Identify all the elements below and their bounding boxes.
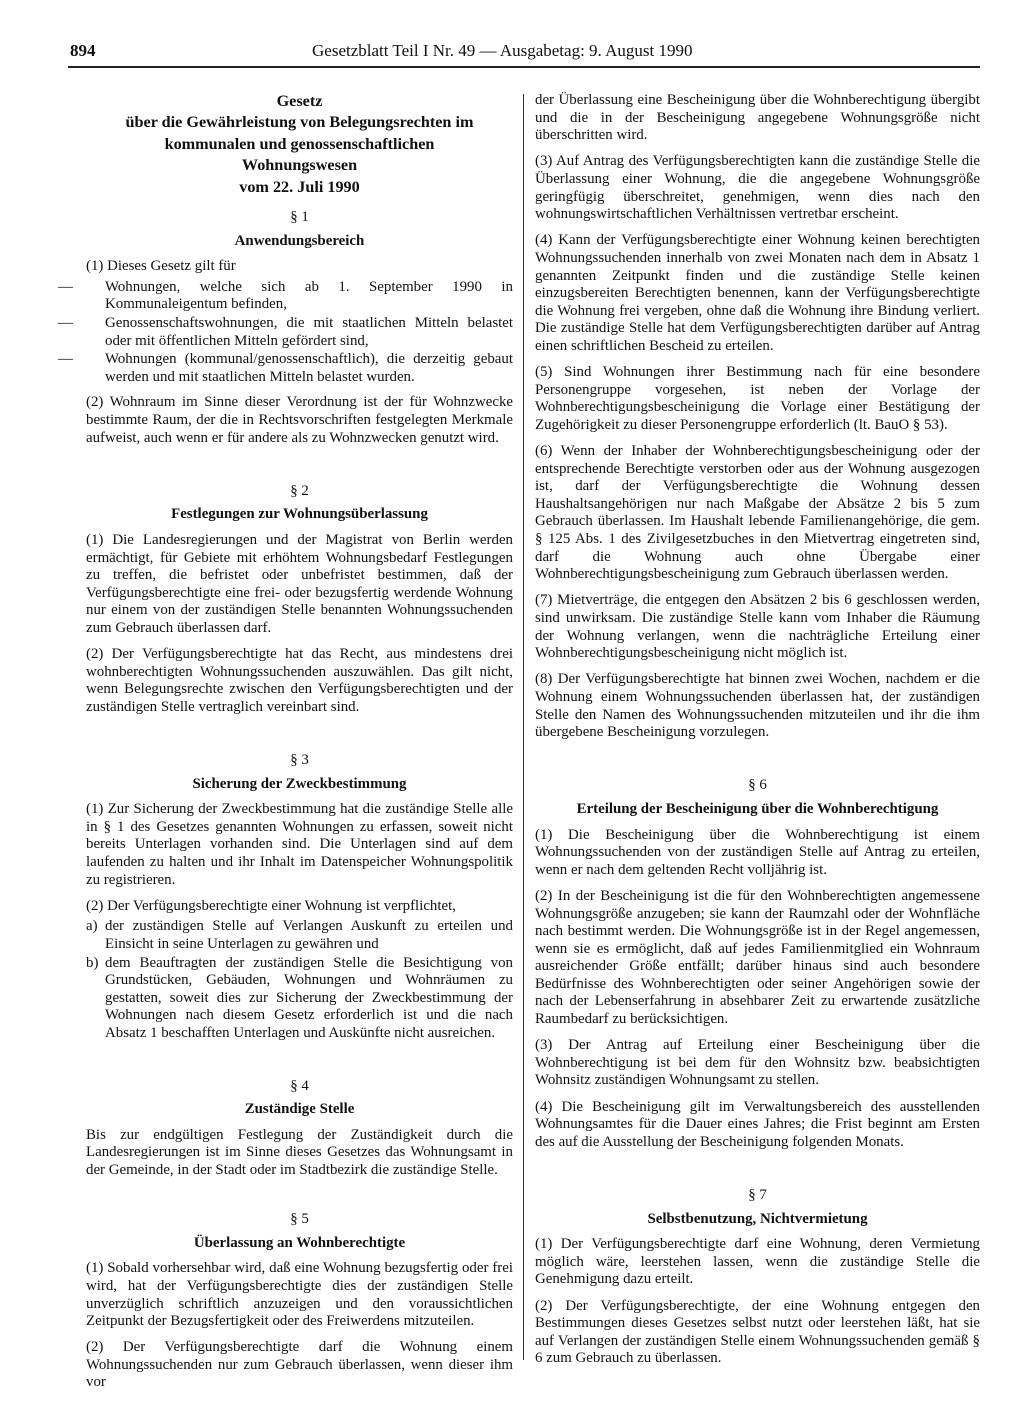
paragraph: (3) Auf Antrag des Verfügungsberechtigten kann die zuständige Stelle die Überlassung einer Wohnung, die die angegebene Wohnungsgröße geringfügig überschreitet, genehmigen, wenn dies nach den wohnungswirtschaftlichen Verhältnissen vertretbar erscheint. xyxy=(535,153,980,223)
paragraph: (2) Der Verfügungsberechtigte einer Wohnung ist verpflichtet, xyxy=(86,897,456,914)
list-item-text: Wohnungen (kommunal/genossenschaftlich), die derzeitig gebaut werden und mit staatlichen Mitteln belastet wurden. xyxy=(105,351,513,385)
section-number-7: § 7 xyxy=(748,1187,767,1203)
section-spacer xyxy=(86,725,513,752)
left-column xyxy=(58,92,513,1401)
section-title-3: Sicherung der Zweckbestimmung xyxy=(192,775,407,792)
paragraph: (7) Mietverträge, die entgegen den Absätzen 2 bis 6 geschlossen werden, sind unwirksam. Die zuständige Stelle kann vom Inhaber die Räumung der Wohnung verlangen, wenn die nachträgliche Erteilung einer Wohnberechtigungsbescheinigung nicht möglich ist. xyxy=(535,592,980,662)
page-number: 894 xyxy=(70,41,96,60)
paragraph: (3) Der Antrag auf Erteilung einer Bescheinigung über die Wohnberechtigung ist bei dem für den Wohnsitz bzw. beabsichtigten Wohnsitz zuständigen Wohnungsamt zu stellen. xyxy=(535,1037,980,1089)
lettered-list xyxy=(86,918,513,1042)
paragraph: (2) Der Verfügungsberechtigte, der eine Wohnung entgegen den Bestimmungen dieses Gesetzes selbst nutzt oder leerstehen läßt, hat sie auf Verlangen der zuständigen Stelle einem Wohnungssuchenden gemäß § 6 zum Gebrauch zu überlassen. xyxy=(535,1297,980,1367)
law-title-line: Wohnungswesen xyxy=(241,156,358,175)
list-item xyxy=(58,351,513,386)
section-title-4: Zuständige Stelle xyxy=(244,1101,355,1118)
paragraph: (1) Die Bescheinigung über die Wohnberechtigung ist einem Wohnungssuchenden von der zuständigen Stelle auf Antrag zu erteilen, wenn er nach dem geltenden Recht volljährig ist. xyxy=(535,826,980,878)
section-title-7: Selbstbenutzung, Nichtvermietung xyxy=(647,1210,868,1227)
section-title-5: Überlassung an Wohnberechtigte xyxy=(193,1234,406,1251)
paragraph: (8) Der Verfügungsberechtigte hat binnen zwei Wochen, nachdem er die Wohnung einem Wohnungssuchenden überlassen hat, der zuständigen Stelle den Namen des Wohnungssuchenden mitzuteilen und ihr die ihm übergebene Bescheinigung vorzulegen. xyxy=(535,671,980,741)
paragraph: (6) Wenn der Inhaber der Wohnberechtigungsbescheinigung oder der entsprechende Berechtigte verstorben oder aus der Wohnung ausgezogen ist, darf der Verfügungsberechtigte die Wohnung dessen Haushaltsangehörigen nur nach Maßgabe der Absätze 2 bis 5 zum Gebrauch überlassen. Im Haushalt lebende Familienangehörige, die gem. § 125 Abs. 1 des Zivilgesetzbuches in den Mietvertrag eingetreten sind, darf die Wohnung auch ohne Übergabe einer Wohnberechtigungsbescheinigung zum Gebrauch überlassen werden. xyxy=(535,443,980,583)
list-item-text: dem Beauftragten der zuständigen Stelle die Besichtigung von Grundstücken, Gebäuden, Wohnungen und Wohnräumen zu gestatten, soweit dies zur Sicherung der Zweckbestimmung der Wohnungen nach diesem Gesetz erforderlich ist und die nach Absatz 1 beschafften Unterlagen und Auskünfte nicht ausreichen. xyxy=(105,954,513,1041)
paragraph: (1) Zur Sicherung der Zweckbestimmung hat die zuständige Stelle alle in § 1 des Gesetzes genannten Wohnungen zu erfassen, soweit nicht bereits Unterlagen vorhanden sind. Die Unterlagen sind auf dem laufenden zu halten und ihr Inhalt im Datenspeicher Wohnungspolitik zu registrieren. xyxy=(86,801,513,888)
dash-marker: — xyxy=(58,315,73,331)
list-item-text: der zuständigen Stelle auf Verlangen Auskunft zu erteilen und Einsicht in seine Unterlagen zu gewähren und xyxy=(105,918,513,952)
paragraph: (1) Sobald vorhersehbar wird, daß eine Wohnung bezugsfertig oder frei wird, hat der Verfügungsberechtigte dies der zuständigen Stelle unverzüglich schriftlich anzuzeigen und den voraussichtlichen Zeitpunkt der Bezugsfertigkeit oder des Freiwerdens mitzuteilen. xyxy=(86,1260,513,1330)
section-spacer xyxy=(86,456,513,483)
list-item xyxy=(58,278,513,314)
paragraph: (5) Sind Wohnungen ihrer Bestimmung nach für eine besondere Personengruppe vorgesehen, ist neben der Vorlage der Wohnberechtigungsbescheinigung die Vorlage einer Bestätigung der Zugehörigkeit zu dieser Personengruppe erforderlich (lt. BauO § 53). xyxy=(535,364,980,433)
section-spacer xyxy=(535,750,980,777)
running-header: Gesetzblatt Teil I Nr. 49 — Ausgabetag: 9. August 1990 xyxy=(312,41,693,60)
list-item-text: Wohnungen, welche sich ab 1. September 1990 in Kommunaleigentum befinden, xyxy=(105,278,513,313)
law-title-line: kommunalen und genossenschaftlichen xyxy=(164,134,435,153)
section-number-6: § 6 xyxy=(748,777,767,794)
section-title-2: Festlegungen zur Wohnungsüberlassung xyxy=(171,506,428,523)
paragraph: (4) Die Bescheinigung gilt im Verwaltungsbereich des ausstellenden Wohnungsamtes für die Dauer eines Jahres; die Frist beginnt am Ersten des auf die Ausstellung der Bescheinigung folgenden Monats. xyxy=(535,1098,980,1150)
dash-marker: — xyxy=(58,278,73,295)
column-divider xyxy=(523,94,524,1360)
section-title-1: Anwendungsbereich xyxy=(234,232,365,249)
section-number-3: § 3 xyxy=(290,752,309,769)
section-title-6: Erteilung der Bescheinigung über die Wohnberechtigung xyxy=(576,800,939,817)
item-letter: a) xyxy=(86,918,98,935)
dash-marker: — xyxy=(58,351,73,368)
paragraph: (1) Der Verfügungsberechtigte darf eine Wohnung, deren Vermietung möglich wäre, leerstehen lassen, wenn die zuständige Stelle die Genehmigung dazu erteilt. xyxy=(535,1236,980,1288)
section-number-4: § 4 xyxy=(290,1077,309,1094)
section-spacer xyxy=(86,1051,513,1078)
item-letter: b) xyxy=(86,954,99,971)
paragraph: (2) Der Verfügungsberechtigte darf die Wohnung einem Wohnungssuchenden nur zum Gebrauch überlassen, wenn dieser ihm vor xyxy=(86,1339,513,1391)
list-item xyxy=(86,918,513,953)
paragraph: (2) In der Bescheinigung ist die für den Wohnberechtigten angemessene Wohnungsgröße anzugeben; sie kann der Raumzahl oder der Wohnfläche nach bestimmt werden. Die Wohnungsgröße ist in der Regel angemessen, wenn sie es ermöglicht, daß auf jedes Familienmitglied ein Wohnraum ausreichender Größe entfällt; darüber hinaus sind auch besondere Bedürfnisse des Wohnberechtigten oder seiner Angehörigen sowie der nach der Lebenserfahrung in absehbarer Zeit zu erwartende zusätzliche Raumbedarf zu berücksichtigen. xyxy=(535,887,980,1028)
paragraph: (1) Die Landesregierungen und der Magistrat von Berlin werden ermächtigt, für Gebiete mit erhöhtem Wohnungsbedarf Festlegungen zu treffen, die befristet oder unbefristet bestimmen, daß der Verfügungsberechtigte eine frei- oder bezugsfertig werdende Wohnung nur einem von der zuständigen Stelle benannten Wohnungssuchenden zum Gebrauch überlassen darf. xyxy=(86,531,513,636)
paragraph: (1) Dieses Gesetz gilt für xyxy=(86,258,236,275)
paragraph: (2) Der Verfügungsberechtigte hat das Recht, aus mindestens drei wohnberechtigten Wohnungssuchenden auszuwählen. Das gilt nicht, wenn Belegungsrechte zwischen den Verfügungsberechtigten und der zuständigen Stelle vertraglich vereinbart sind. xyxy=(86,646,513,715)
section-number-5: § 5 xyxy=(290,1211,309,1228)
section-spacer xyxy=(535,1160,980,1187)
paragraph: (2) Wohnraum im Sinne dieser Verordnung ist der für Wohnzwecke bestimmte Raum, der die in Rechtsvorschriften festgelegten Merkmale aufweist, auch wenn er für andere als zu Wohnzwecken genutzt wird. xyxy=(86,394,513,446)
list-item-text: Genossenschaftswohnungen, die mit staatlichen Mitteln belastet oder mit öffentlichen Mitteln gefördert sind, xyxy=(105,315,513,349)
section-spacer xyxy=(86,1188,513,1211)
section-number-1: § 1 xyxy=(290,209,309,226)
paragraph: der Überlassung eine Bescheinigung über die Wohnberechtigung übergibt und die in der Bescheinigung angegebene Wohnungsgröße nicht überschritten wird. xyxy=(535,92,980,144)
law-date: vom 22. Juli 1990 xyxy=(239,177,360,196)
section-number-2: § 2 xyxy=(290,482,309,499)
paragraph: (4) Kann der Verfügungsberechtigte einer Wohnung keinen berechtigten Wohnungssuchenden innerhalb von zwei Monaten nach dem in Absatz 1 genannten Zeitpunkt finden und die zuständige Stelle keinen einzugsbereiten Berechtigten benennen, kann der Verfügungsberechtigte die Wohnung frei vergeben, ohne daß die Wohnung ihre Bindung verliert. Die zuständige Stelle hat dem Verfügungsberechtigten darüber auf Antrag einen schriftlichen Bescheid zu erteilen. xyxy=(535,232,980,354)
list-item xyxy=(58,315,513,350)
law-title-line: Gesetz xyxy=(276,92,323,110)
dash-list xyxy=(58,278,513,387)
law-title-line: über die Gewährleistung von Belegungsrechten im xyxy=(125,113,474,132)
header-rule xyxy=(68,66,980,68)
paragraph: Bis zur endgültigen Festlegung der Zuständigkeit durch die Landesregierungen ist im Sinne dieses Gesetzes das Wohnungsamt in der Gemeinde, in der Stadt oder im Stadtbezirk die zuständige Stelle. xyxy=(86,1126,513,1178)
right-column xyxy=(535,92,980,1377)
list-item xyxy=(86,955,513,1043)
